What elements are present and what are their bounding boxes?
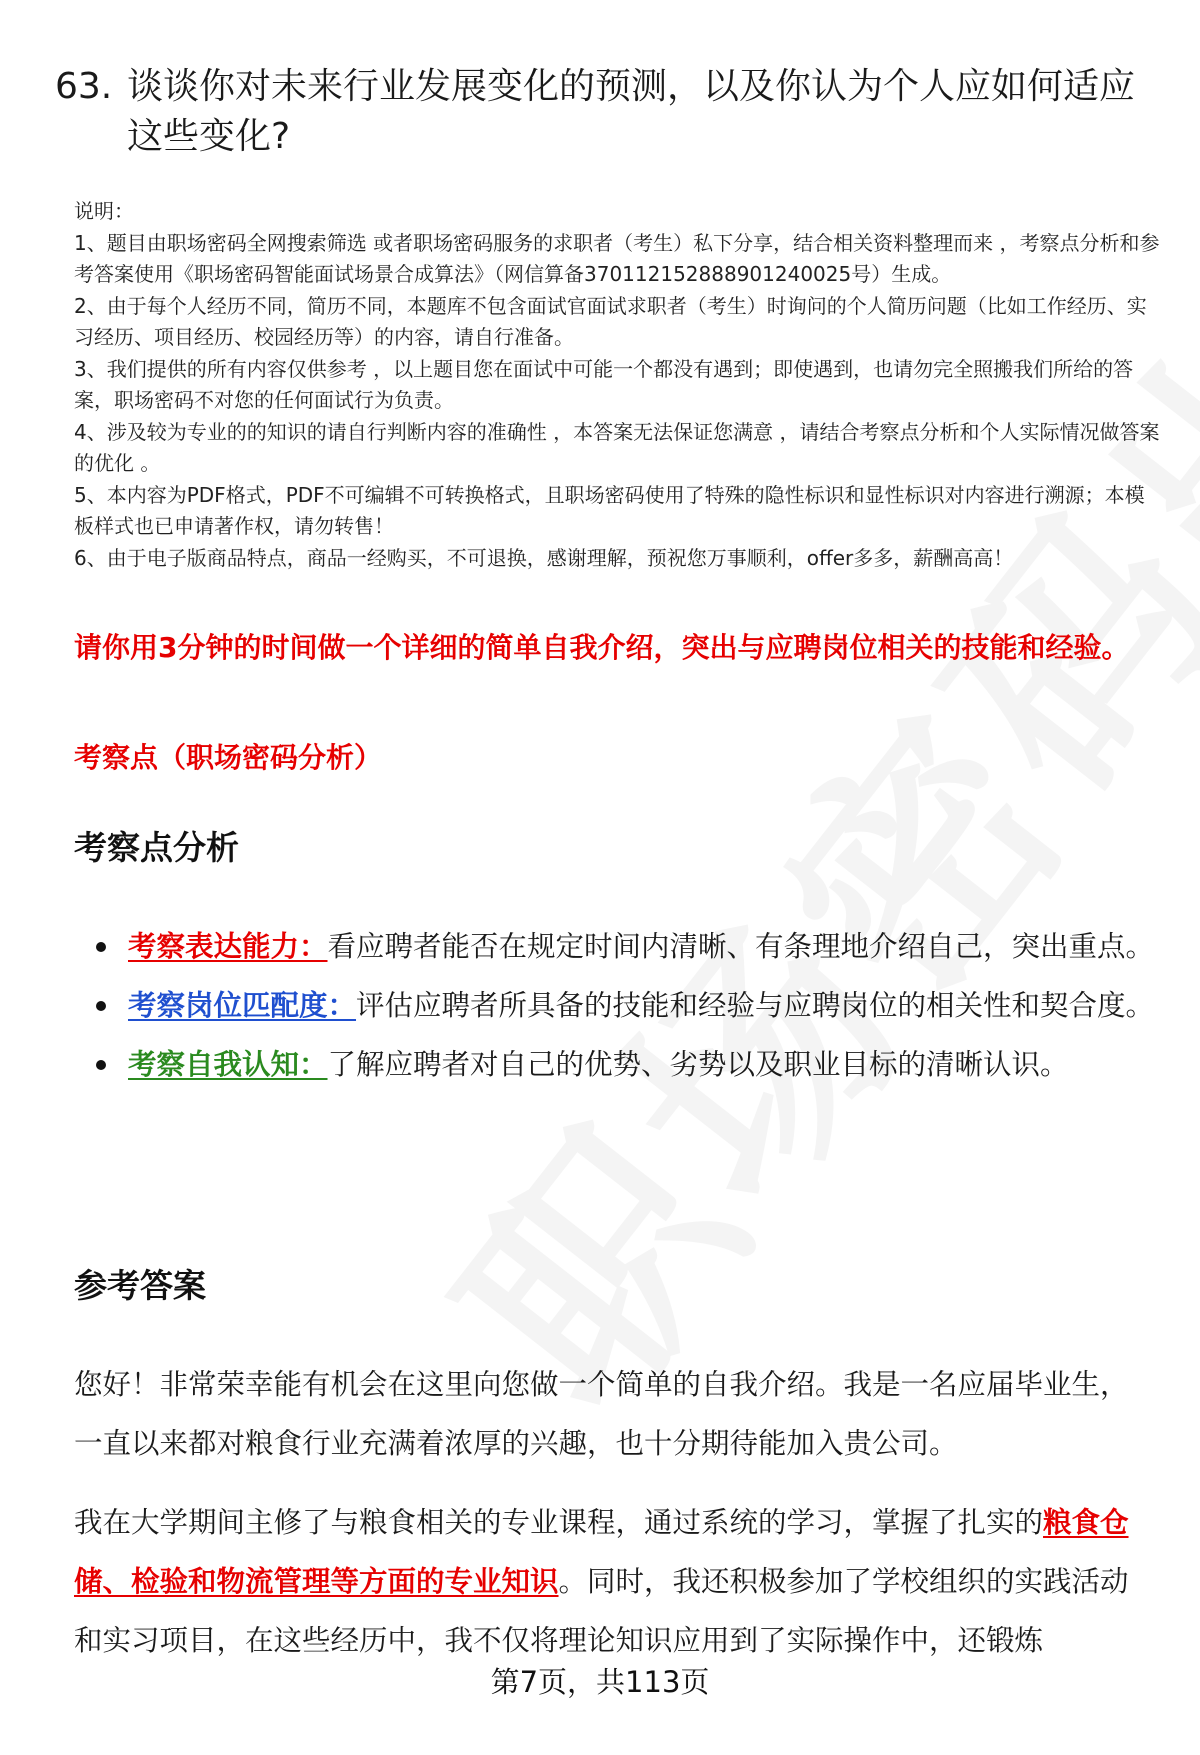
notes-heading: 说明： [74, 199, 134, 223]
analysis-item [96, 1035, 1156, 1094]
note-item: 3、我们提供的所有内容仅供参考 ，以上题目您在面试中可能一个都没有遇到；即使遇到，也请勿完全照搬我们所给的答案，职场密码不对您的任何面试行为负责。 [74, 356, 1134, 412]
answer-highlight: 粮食仓储、检验和物流管理等方面的专业知识 [74, 1506, 1129, 1598]
question-title [55, 62, 1165, 162]
analysis-item [96, 917, 1156, 976]
analysis-keyword: 考察表达能力： [128, 930, 328, 963]
page-footer: 第7页，共113页 [490, 1665, 710, 1699]
note-item: 1、题目由职场密码全网搜索筛选 或者职场密码服务的求职者（考生）私下分享，结合相关资料整理而来 ，考察点分析和参考答案使用《职场密码智能面试场景合成算法》（网信算备370112152888901240025号）生成。 [74, 230, 1160, 286]
notes-section [74, 196, 1164, 574]
analysis-keyword: 考察岗位匹配度： [128, 989, 357, 1022]
answer-paragraph-2 [74, 1493, 1154, 1670]
bullet-icon [96, 942, 106, 952]
note-item: 2、由于每个人经历不同，简历不同，本题库不包含面试官面试求职者（考生）时询问的个人简历问题（比如工作经历、实习经历、项目经历、校园经历等）的内容，请自行准备。 [74, 293, 1147, 349]
bullet-icon [96, 1001, 106, 1011]
answer-paragraph-1: 您好！非常荣幸能有机会在这里向您做一个简单的自我介绍。我是一名应届毕业生，一直以来都对粮食行业充满着浓厚的兴趣，也十分期待能加入贵公司。 [74, 1368, 1129, 1460]
analysis-subheading: 考察点（职场密码分析） [74, 741, 383, 774]
note-item: 4、涉及较为专业的的知识的请自行判断内容的准确性 ，本答案无法保证您满意 ，请结合考察点分析和个人实际情况做答案的优化 。 [74, 419, 1160, 475]
interview-question: 请你用3分钟的时间做一个详细的简单自我介绍，突出与应聘岗位相关的技能和经验。 [74, 631, 1130, 664]
question-number: 63. [55, 66, 113, 107]
analysis-text: 看应聘者能否在规定时间内清晰、有条理地介绍自己，突出重点。 [327, 930, 1155, 963]
answer-text: 。同时，我还积极参加了学校组织的实践活动和实习项目，在这些经历中，我不仅将理论知识应用到了实际操作中，还锻炼 [74, 1565, 1129, 1657]
analysis-list [96, 917, 1156, 1094]
analysis-keyword: 考察自我认知： [128, 1048, 328, 1081]
question-text: 谈谈你对未来行业发展变化的预测，以及你认为个人应如何适应这些变化? [127, 66, 1136, 157]
analysis-text: 了解应聘者对自己的优势、劣势以及职业目标的清晰认识。 [327, 1048, 1069, 1081]
note-item: 5、本内容为PDF格式，PDF不可编辑不可转换格式，且职场密码使用了特殊的隐性标识和显性标识对内容进行溯源；本模板样式也已申请著作权，请勿转售！ [74, 482, 1145, 538]
answer-heading: 参考答案 [74, 1266, 206, 1305]
note-item: 6、由于电子版商品特点，商品一经购买，不可退换，感谢理解，预祝您万事顺利，offer多多，薪酬高高！ [74, 545, 1014, 570]
bullet-icon [96, 1060, 106, 1070]
analysis-text: 评估应聘者所具备的技能和经验与应聘岗位的相关性和契合度。 [356, 989, 1155, 1022]
analysis-item [96, 976, 1156, 1035]
analysis-heading: 考察点分析 [74, 828, 239, 867]
answer-text: 我在大学期间主修了与粮食相关的专业课程，通过系统的学习，掌握了扎实的 [74, 1506, 1044, 1539]
